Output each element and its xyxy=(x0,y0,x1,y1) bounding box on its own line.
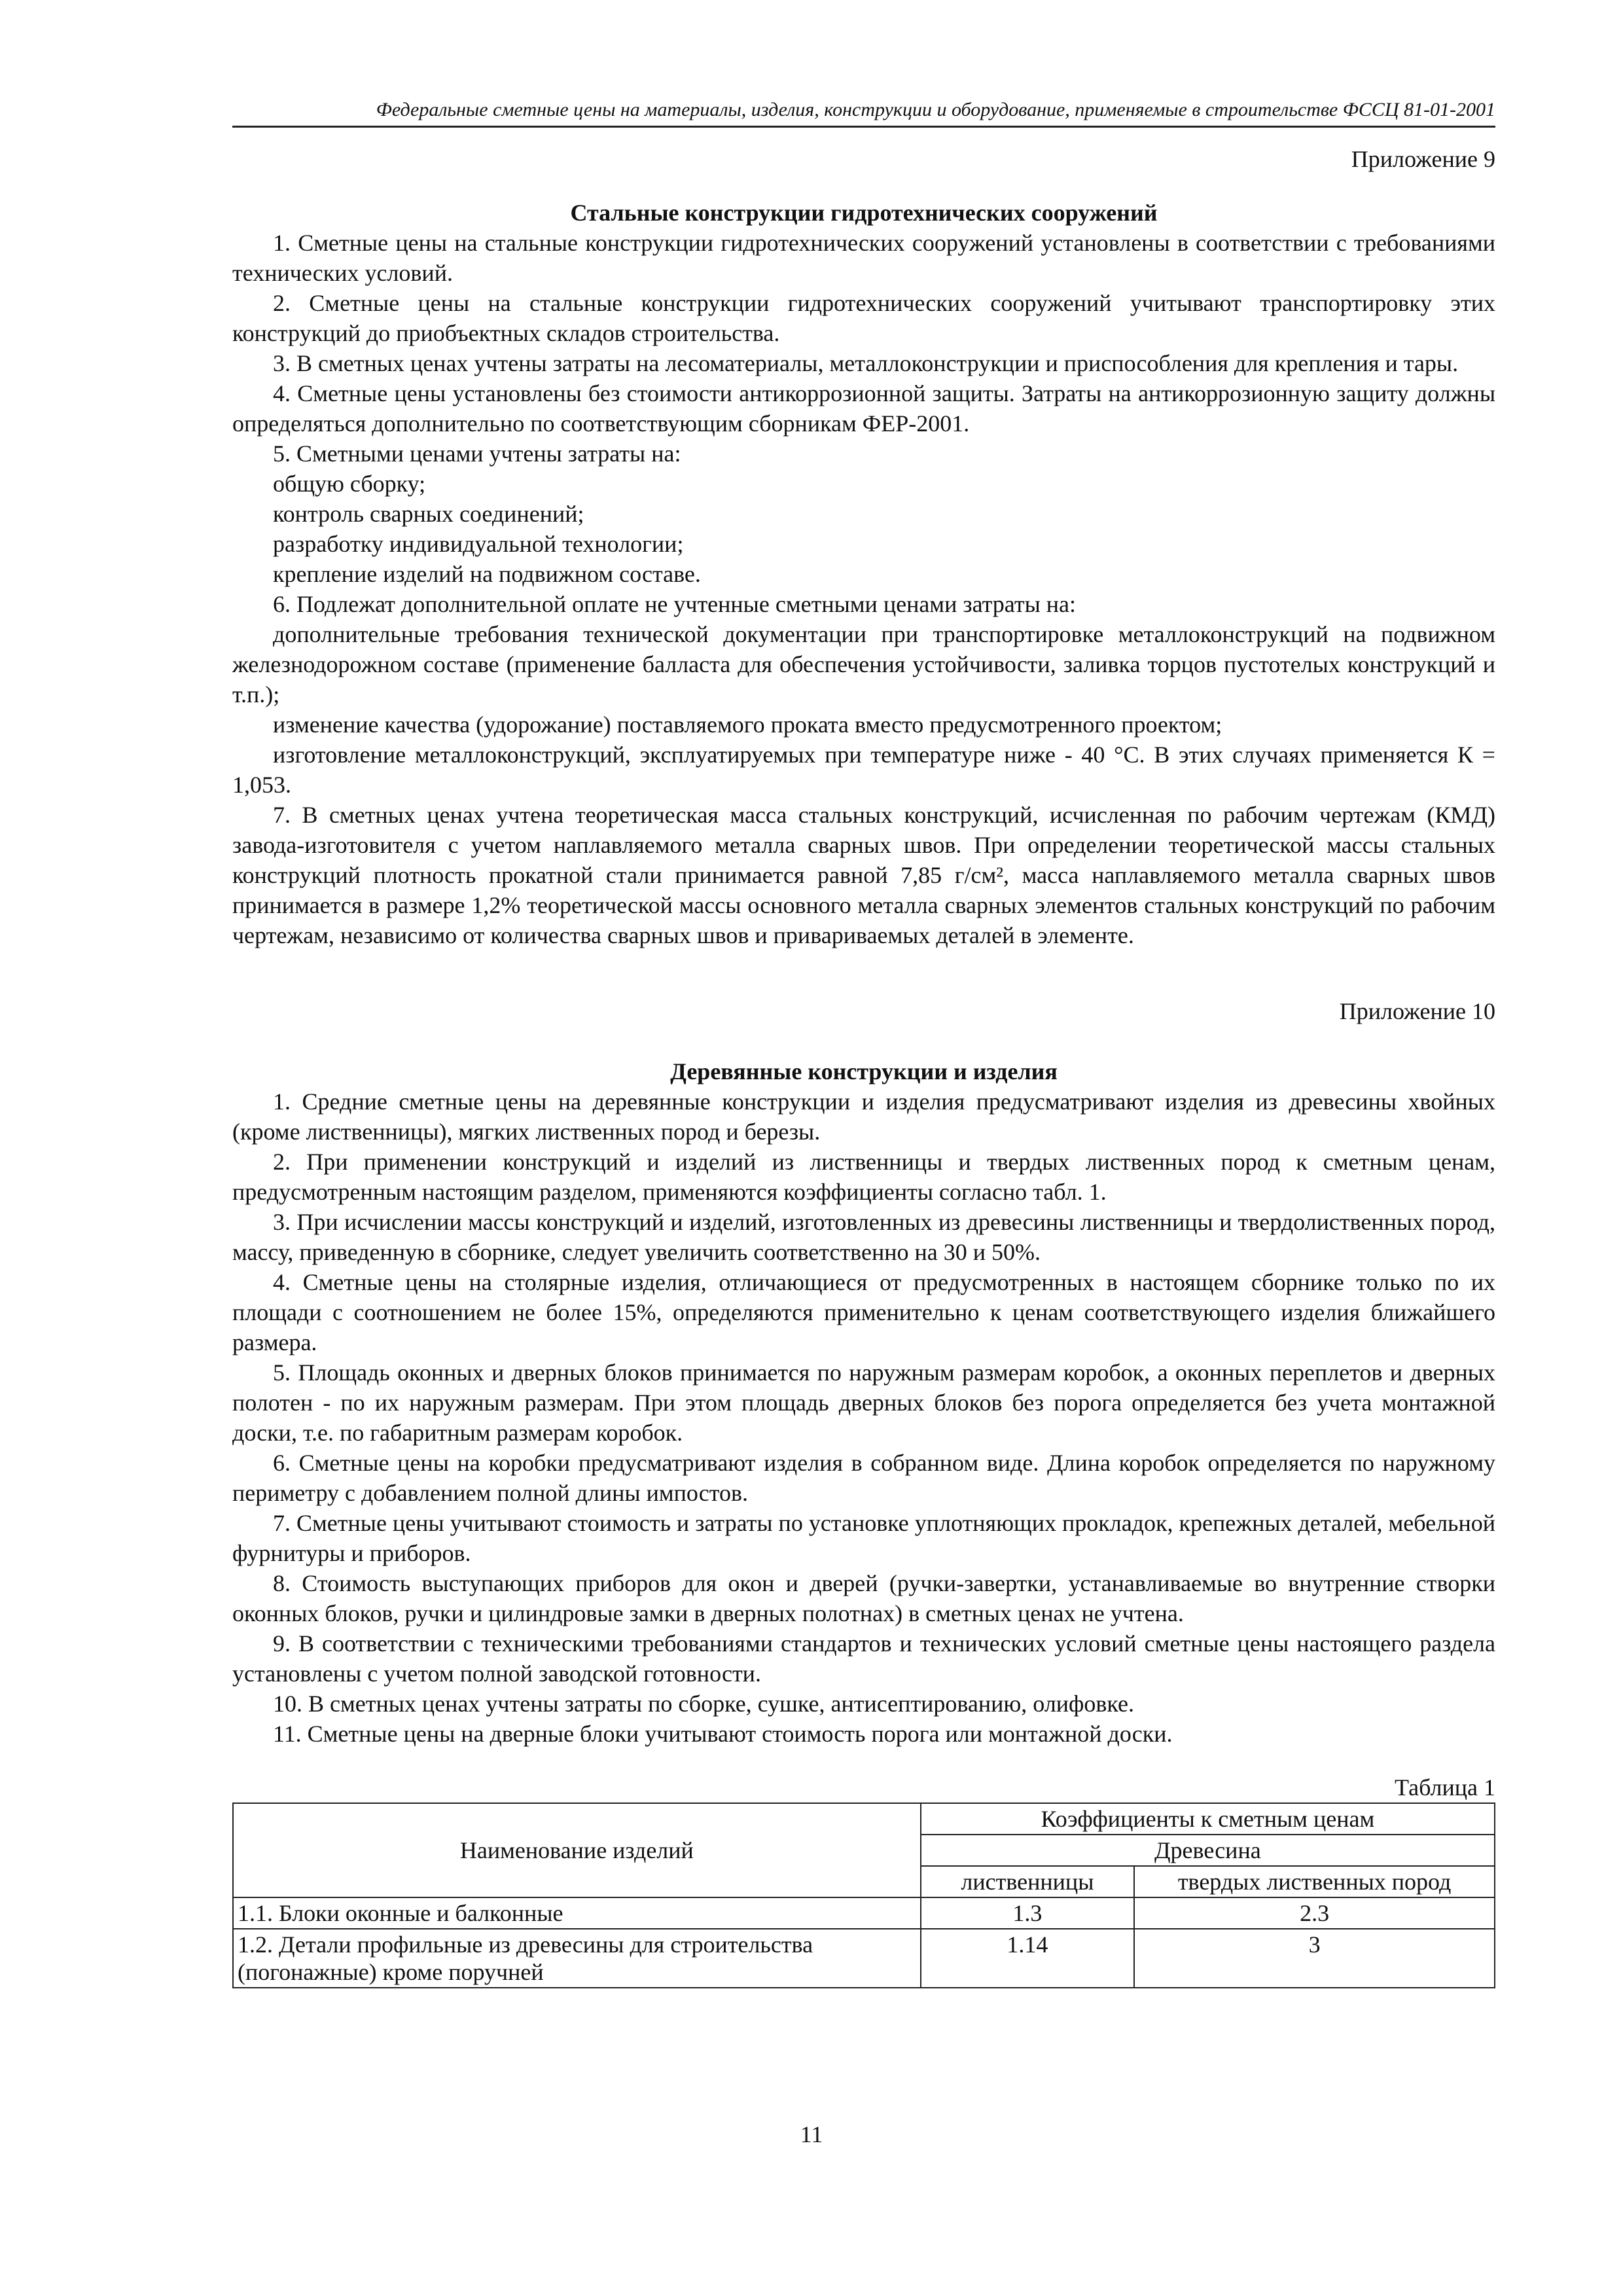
table-header-wood: Древесина xyxy=(921,1835,1495,1866)
table-row xyxy=(233,1929,1495,1988)
table-cell-larch: 1.14 xyxy=(921,1929,1134,1988)
paragraph: 2. При применении конструкций и изделий из лиственницы и твердых лиственных пород к сметным ценам, предусмотренным настоящим разделом, применяются коэффициенты согласно табл. 1. xyxy=(232,1149,1495,1205)
appendix-9-label: Приложение 9 xyxy=(1351,146,1495,172)
paragraph: 4. Сметные цены на столярные изделия, отличающиеся от предусмотренных в настоящем сборнике только по их площади с соотношением не более 15%, определяются применительно к ценам соответствующего изделия ближайшего размера. xyxy=(232,1269,1495,1355)
table-header-hardwood: твердых лиственных пород xyxy=(1134,1866,1495,1897)
paragraph: 8. Стоимость выступающих приборов для окон и дверей (ручки-завертки, устанавливаемые во внутренние створки оконных блоков, ручки и цилиндровые замки в дверных полотнах) в сметных ценах не учтена. xyxy=(232,1570,1495,1626)
paragraph: 7. В сметных ценах учтена теоретическая масса стальных конструкций, исчисленная по рабочим чертежам (КМД) завода-изготовителя с учетом наплавляемого металла сварных швов. При определении теоретической массы стальных конструкций плотность прокатной стали принимается равной 7,85 г/см², масса наплавляемого металла сварных швов принимается в размере 1,2% теоретической массы основного металла сварных элементов стальных конструкций по рабочим чертежам, независимо от количества сварных швов и привариваемых деталей в элементе. xyxy=(232,802,1495,948)
paragraph: 5. Площадь оконных и дверных блоков принимается по наружным размерам коробок, а оконных переплетов и дверных полотен - по их наружным размерам. При этом площадь дверных блоков без порога определяется без учета монтажной доски, т.е. по габаритным размерам коробок. xyxy=(232,1359,1495,1446)
table-cell-name: 1.2. Детали профильные из древесины для строительства (погонажные) кроме поручней xyxy=(233,1929,921,1988)
paragraph: изменение качества (удорожание) поставляемого проката вместо предусмотренного проектом; xyxy=(273,711,1222,738)
paragraph: 1. Сметные цены на стальные конструкции гидротехнических сооружений установлены в соответствии с требованиями технических условий. xyxy=(232,230,1495,286)
paragraph: 4. Сметные цены установлены без стоимости антикоррозионной защиты. Затраты на антикоррозионную защиту должны определяться дополнительно по соответствующим сборникам ФЕР-2001. xyxy=(232,380,1495,437)
paragraph: 7. Сметные цены учитывают стоимость и затраты по установке уплотняющих прокладок, крепежных деталей, мебельной фурнитуры и приборов. xyxy=(232,1510,1495,1566)
paragraph: 10. В сметных ценах учтены затраты по сборке, сушке, антисептированию, олифовке. xyxy=(273,1691,1134,1717)
table-header-name: Наименование изделий xyxy=(233,1803,921,1897)
page-content xyxy=(232,144,1495,1988)
page-number: 11 xyxy=(800,2121,823,2147)
paragraph: 5. Сметными ценами учтены затраты на: xyxy=(273,440,681,467)
paragraph: 9. В соответствии с техническими требованиями стандартов и технических условий сметные цены настоящего раздела установлены с учетом полной заводской готовности. xyxy=(232,1630,1495,1687)
table-row xyxy=(233,1897,1495,1929)
list-item: разработку индивидуальной технологии; xyxy=(273,531,684,557)
table-caption: Таблица 1 xyxy=(1395,1774,1495,1801)
paragraph: 11. Сметные цены на дверные блоки учитывают стоимость порога или монтажной доски. xyxy=(273,1721,1173,1747)
appendix-10-title: Деревянные конструкции и изделия xyxy=(670,1058,1058,1085)
paragraph: изготовление металлоконструкций, эксплуатируемых при температуре ниже - 40 °С. В этих случаях применяется К = 1,053. xyxy=(232,742,1495,798)
paragraph: 3. В сметных ценах учтены затраты на лесоматериалы, металлоконструкции и приспособления для крепления и тары. xyxy=(273,350,1459,376)
list-item: крепление изделий на подвижном составе. xyxy=(273,561,701,587)
running-header: Федеральные сметные цены на материалы, изделия, конструкции и оборудование, применяемые в строительстве ФССЦ 81-01-2001 xyxy=(232,97,1495,128)
table-cell-name: 1.1. Блоки оконные и балконные xyxy=(233,1897,921,1929)
appendix-9-title: Стальные конструкции гидротехнических сооружений xyxy=(570,200,1158,226)
paragraph: 3. При исчислении массы конструкций и изделий, изготовленных из древесины лиственницы и твердолиственных пород, массу, приведенную в сборнике, следует увеличить соответственно на 30 и 50%. xyxy=(232,1209,1495,1265)
table-header-coefficients: Коэффициенты к сметным ценам xyxy=(921,1803,1495,1835)
paragraph: 2. Сметные цены на стальные конструкции гидротехнических сооружений учитывают транспортировку этих конструкций до приобъектных складов строительства. xyxy=(232,290,1495,346)
coefficients-table xyxy=(232,1803,1495,1988)
table-cell-larch: 1.3 xyxy=(921,1897,1134,1929)
paragraph: дополнительные требования технической документации при транспортировке металлоконструкций на подвижном железнодорожном составе (применение балласта для обеспечения устойчивости, заливка торцов пустотелых конструкций и т.п.); xyxy=(232,621,1495,708)
list-item: общую сборку; xyxy=(273,471,426,497)
table-cell-hardwood: 3 xyxy=(1134,1929,1495,1988)
paragraph: 6. Сметные цены на коробки предусматривают изделия в собранном виде. Длина коробок определяется по наружному периметру с добавлением полной длины импостов. xyxy=(232,1450,1495,1506)
paragraph: 6. Подлежат дополнительной оплате не учтенные сметными ценами затраты на: xyxy=(273,591,1077,617)
table-cell-hardwood: 2.3 xyxy=(1134,1897,1495,1929)
table-header-larch: лиственницы xyxy=(921,1866,1134,1897)
list-item: контроль сварных соединений; xyxy=(273,501,584,527)
paragraph: 1. Средние сметные цены на деревянные конструкции и изделия предусматривают изделия из древесины хвойных (кроме лиственницы), мягких лиственных пород и березы. xyxy=(232,1088,1495,1145)
appendix-10-label: Приложение 10 xyxy=(1339,998,1495,1024)
